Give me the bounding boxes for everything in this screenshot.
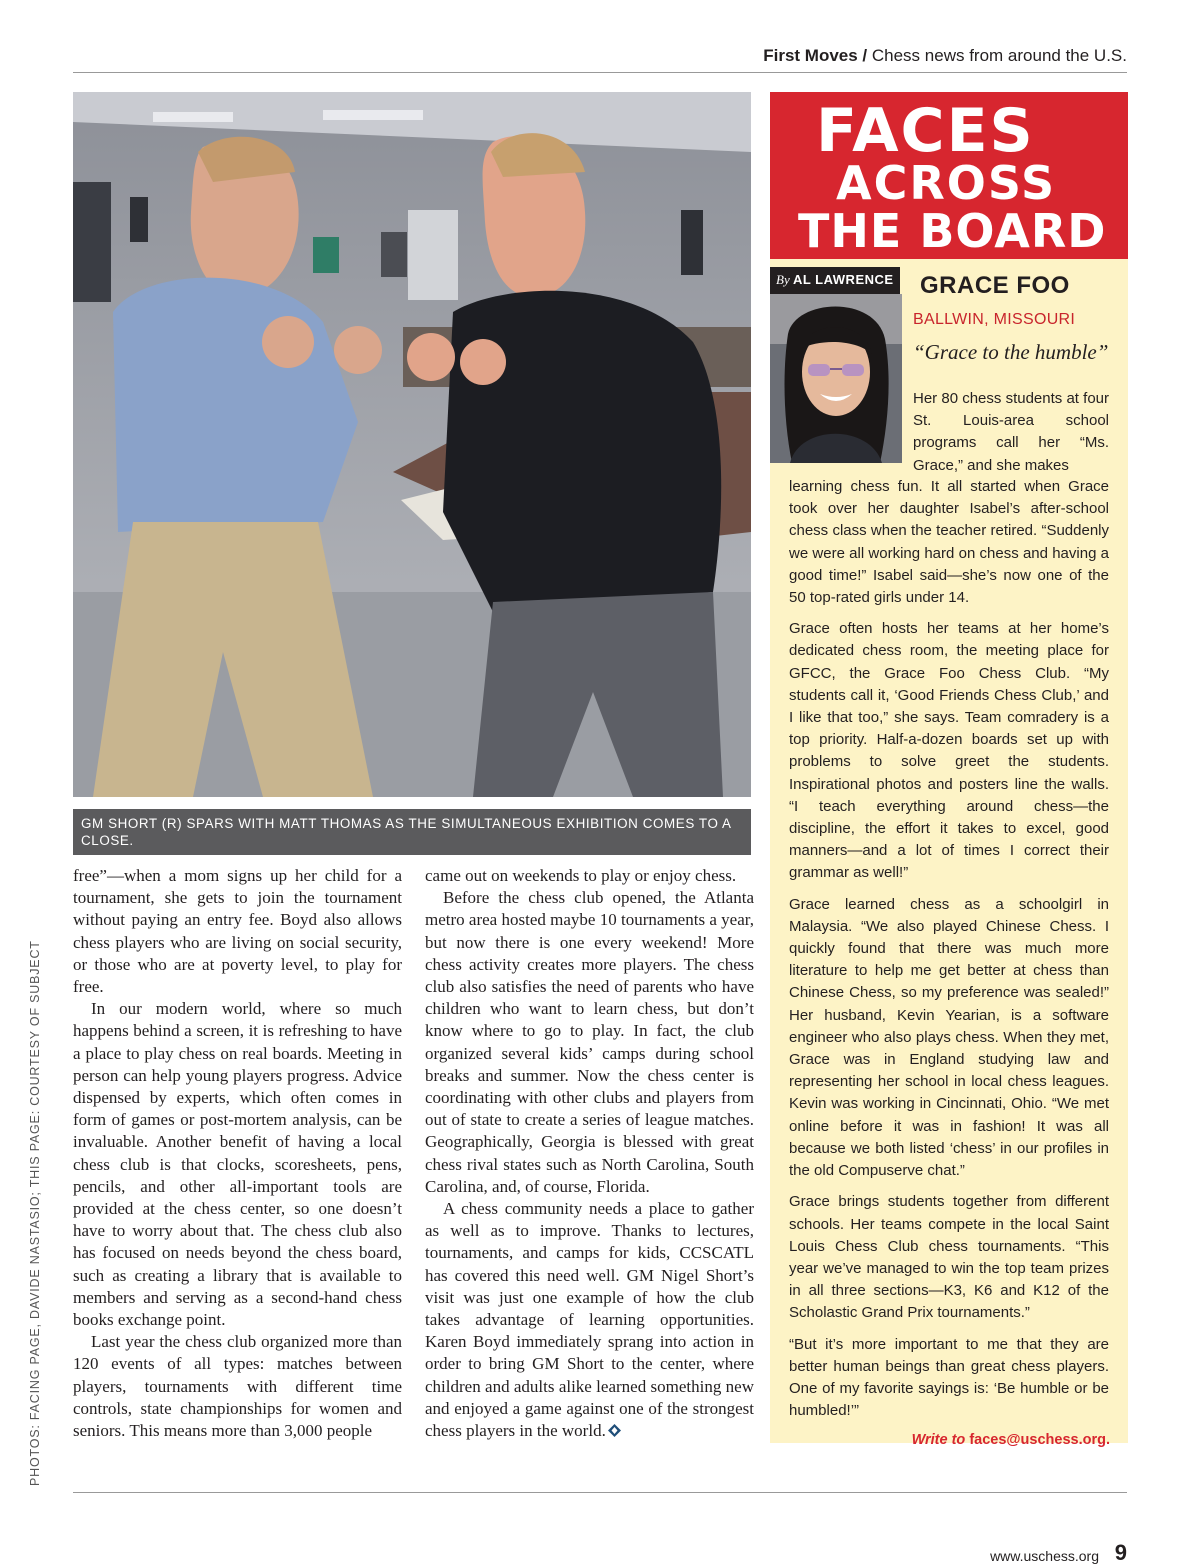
sidebar-paragraph: learning chess fun. It all started when Grace took over her daughter Isabel’s after-school chess class when the teacher retired. “Suddenly we were all working hard on chess and having a good time!” Isabel said—she’s now one of the 50 top-rated girls under 14.	[789, 478, 1109, 607]
footer-url[interactable]: www.uschess.org	[990, 1548, 1099, 1564]
end-mark-icon	[608, 1424, 621, 1437]
sidebar-paragraph: Grace learned chess as a schoolgirl in Malaysia. “We also played Chinese Chess. I quickly found that there was much more literature to help me get better at chess than Chinese Chess, so my preference was sealed!” Her husband, Kevin Yearian, is a software engineer who also plays chess. When they met, Grace was in England studying law and representing her school in local chess leagues. Kevin was working in Cincinnati, Ohio. “We met online before it was in fashion! It was all because we both listed ‘chess’ in our profiles in the old Compuserve chat.”	[789, 895, 1109, 1180]
byline	[770, 267, 900, 294]
photo-credit: PHOTOS: FACING PAGE, DAVIDE NASTASIO; THIS PAGE: COURTESY OF SUBJECT	[28, 940, 42, 1486]
article-paragraph: In our modern world, where so much happens behind a screen, it is refreshing to have a place to play chess on real boards. Meeting in person can help young players progress. Advice dispensed by experts, which often comes in form of games or post-mortem analysis, can be invaluable. Another benefit of having a local chess club is that clocks, scoresheets, pens, pencils, and other all-important tools are provided at the chess center, so one doesn’t have to worry about that. The chess club also has focused on needs beyond the chess board, such as creating a library that is available to members and serving as a second-hand chess books exchange point.	[73, 999, 402, 1330]
sidebar-title-line-1: FACES	[816, 96, 1035, 166]
sidebar-paragraph: Her 80 chess students at four St. Louis-area school programs call her “Ms. Grace,” and she makes	[913, 390, 1109, 474]
section-subtitle: Chess news from around the U.S.	[871, 46, 1127, 65]
section-name: First Moves /	[763, 46, 868, 65]
footer-rule	[73, 1492, 1127, 1493]
grace-foo-portrait	[770, 294, 902, 463]
profile-name: GRACE FOO	[920, 272, 1070, 299]
sidebar-body	[789, 476, 1109, 1431]
sidebar-title-line-3: THE BOARD	[798, 204, 1107, 258]
article-column-1	[73, 865, 402, 1442]
article-paragraph: Last year the chess club organized more than 120 events of all types: matches between players, tournaments with different time controls, state championships for women and seniors. This means more than 3,000 people	[73, 1332, 402, 1441]
profile-quote: “Grace to the humble”	[913, 340, 1109, 364]
write-to-line	[912, 1432, 1110, 1448]
faces-sidebar	[770, 92, 1128, 1448]
photo-caption: GM SHORT (R) SPARS WITH MATT THOMAS AS THE SIMULTANEOUS EXHIBITION COMES TO A CLOSE.	[73, 809, 751, 855]
article-paragraph: free”—when a mom signs up her child for a tournament, she gets to join the tournament without paying an entry fee. Boyd also allows chess players who are living on social security, or those who are at poverty level, to play for free.	[73, 866, 402, 997]
sidebar-paragraph: “But it’s more important to me that they are better human beings than great chess players. One of my favorite sayings is: ‘Be humble or be humbled!’”	[789, 1335, 1109, 1420]
main-photo	[73, 92, 751, 797]
article-paragraph: Before the chess club opened, the Atlanta metro area hosted maybe 10 tournaments a year, but now there is one every weekend! More chess activity creates more players. The chess club also satisfies the need of parents who have children who want to learn chess, but don’t know where to go to play. In fact, the club organized several kids’ camps during school breaks and summer. Now the chess center is coordinating with other clubs and players from out of state to create a series of league matches. Geographically, Georgia is blessed with great chess rival states such as North Carolina, South Carolina, and, of course, Florida.	[425, 888, 754, 1196]
contact-email-link[interactable]: faces@uschess.org.	[969, 1432, 1110, 1448]
article-column-2	[425, 865, 754, 1442]
page-number: 9	[1114, 1540, 1127, 1564]
sidebar-title-line-2: ACROSS	[836, 156, 1057, 210]
sparring-photo-illustration	[73, 92, 751, 797]
article-paragraph: came out on weekends to play or enjoy chess.	[425, 866, 737, 885]
profile-location: BALLWIN, MISSOURI	[913, 311, 1076, 328]
byline-author: AL LAWRENCE	[792, 272, 894, 287]
article-paragraph: A chess community needs a place to gather as well as to improve. Thanks to lectures, tournaments, and camps for kids, CCSCATL has covered this need well. GM Nigel Short’s visit was just one example of how the club takes advantage of learning opportunities. Karen Boyd immediately sprang into action in order to bring GM Short to the center, where children and adults alike learned something new and enjoyed a game against one of the strongest chess players in the world.	[425, 1199, 754, 1441]
sidebar-paragraph: Grace often hosts her teams at her home’s dedicated chess room, the meeting place for GFCC, the Grace Foo Chess Club. “My students call it, ‘Good Friends Chess Club,’ and I like that too,” she says. Team comradery is a top priority. Half-a-dozen boards set up with problems to solve greet the students. Inspirational photos and posters line the walls. “I teach everything around chess—the discipline, the effort it takes to excel, good manners—and a lot of times I correct their grammar as well!”	[789, 620, 1109, 882]
write-prefix: Write to	[911, 1432, 966, 1448]
sidebar-intro	[913, 388, 1109, 486]
running-header	[763, 46, 1127, 66]
byline-by: By	[776, 272, 790, 287]
portrait-photo	[770, 294, 902, 463]
header-rule	[73, 72, 1127, 73]
sidebar-title-block	[770, 92, 1128, 259]
sidebar-paragraph: Grace brings students together from different schools. Her teams compete in the local Saint Louis Chess Club chess tournaments. “This year we’ve managed to win the top team prizes in all three sections—K3, K6 and K12 of the Scholastic Grand Prix tournaments.”	[789, 1193, 1109, 1322]
